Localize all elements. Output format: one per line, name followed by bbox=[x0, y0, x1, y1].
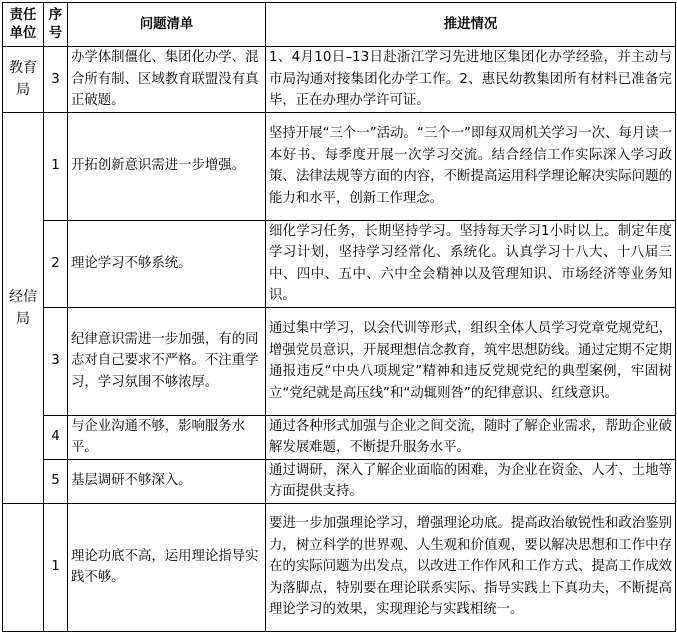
header-unit: 责任 单位 bbox=[3, 3, 44, 47]
seq-cell: 2 bbox=[44, 220, 68, 307]
seq-cell: 5 bbox=[44, 459, 68, 503]
table-row bbox=[3, 220, 676, 307]
table-row bbox=[3, 503, 676, 631]
table-row bbox=[3, 307, 676, 415]
table-row bbox=[3, 47, 676, 113]
seq-cell: 1 bbox=[44, 112, 68, 220]
issue-cell: 开拓创新意识需进一步增强。 bbox=[68, 112, 266, 220]
issue-cell: 理论功底不高，运用理论指导实践不够。 bbox=[68, 503, 266, 631]
seq-cell: 1 bbox=[44, 503, 68, 631]
issue-cell: 基层调研不够深入。 bbox=[68, 459, 266, 503]
header-progress: 推进情况 bbox=[266, 3, 676, 47]
issue-cell: 办学体制僵化、集团化办学、混合所有制、区域教育联盟没有真正破题。 bbox=[68, 47, 266, 113]
progress-cell: 通过调研，深入了解企业面临的困难，为企业在资金、人才、土地等方面提供支持。 bbox=[266, 459, 676, 503]
progress-cell: 通过各种形式加强与企业之间交流，随时了解企业需求，帮助企业破解发展难题，不断提升服务水平。 bbox=[266, 415, 676, 459]
seq-cell: 3 bbox=[44, 307, 68, 415]
header-issue: 问题清单 bbox=[68, 3, 266, 47]
unit-cell bbox=[3, 503, 44, 631]
issue-cell: 理论学习不够系统。 bbox=[68, 220, 266, 307]
issue-cell: 纪律意识需进一步加强，有的同志对自己要求不严格。不注重学习，学习氛围不够浓厚。 bbox=[68, 307, 266, 415]
progress-cell: 通过集中学习，以会代训等形式，组织全体人员学习党章党规党纪，增强党员意识，开展理想信念教育，筑牢思想防线。通过定期不定期通报违反“中央八项规定”精神和违反党规党纪的典型案例，牢固树立“党纪就是高压线”和“动辄则咎”的纪律意识、红线意识。 bbox=[266, 307, 676, 415]
unit-cell: 教育 局 bbox=[3, 47, 44, 113]
table-row bbox=[3, 459, 676, 503]
seq-cell: 4 bbox=[44, 415, 68, 459]
progress-cell: 要进一步加强理论学习，增强理论功底。提高政治敏锐性和政治鉴别力，树立科学的世界观、人生观和价值观，要以解决思想和工作中存在的实际问题为出发点，以改进工作作风和工作方式、提高工作成效为落脚点，特别要在理论联系实际、指导实践上下真功夫，不断提高理论学习的效果，实现理论与实践相统一。 bbox=[266, 503, 676, 631]
table-row bbox=[3, 415, 676, 459]
progress-cell: 坚持开展“三个一”活动。“三个一”即每双周机关学习一次、每月读一本好书、每季度开展一次学习交流。结合经信工作实际深入学习政策、法律法规等方面的内容，不断提高运用科学理论解决实际问题的能力和水平，创新工作理念。 bbox=[266, 112, 676, 220]
table-row bbox=[3, 112, 676, 220]
header-seq: 序 号 bbox=[44, 3, 68, 47]
issue-cell: 与企业沟通不够，影响服务水平。 bbox=[68, 415, 266, 459]
progress-cell: 1、4月10日–13日赴浙江学习先进地区集团化办学经验，并主动与市局沟通对接集团化办学工作。2、惠民幼教集团所有材料已准备完毕，正在办理办学许可证。 bbox=[266, 47, 676, 113]
rectification-table bbox=[2, 2, 676, 632]
seq-cell: 3 bbox=[44, 47, 68, 113]
progress-cell: 细化学习任务，长期坚持学习。坚持每天学习1小时以上。制定年度学习计划，坚持学习经常化、系统化。认真学习十八大、十八届三中、四中、五中、六中全会精神以及管理知识、市场经济等业务知识。 bbox=[266, 220, 676, 307]
header-row bbox=[3, 3, 676, 47]
unit-cell: 经信 局 bbox=[3, 112, 44, 503]
